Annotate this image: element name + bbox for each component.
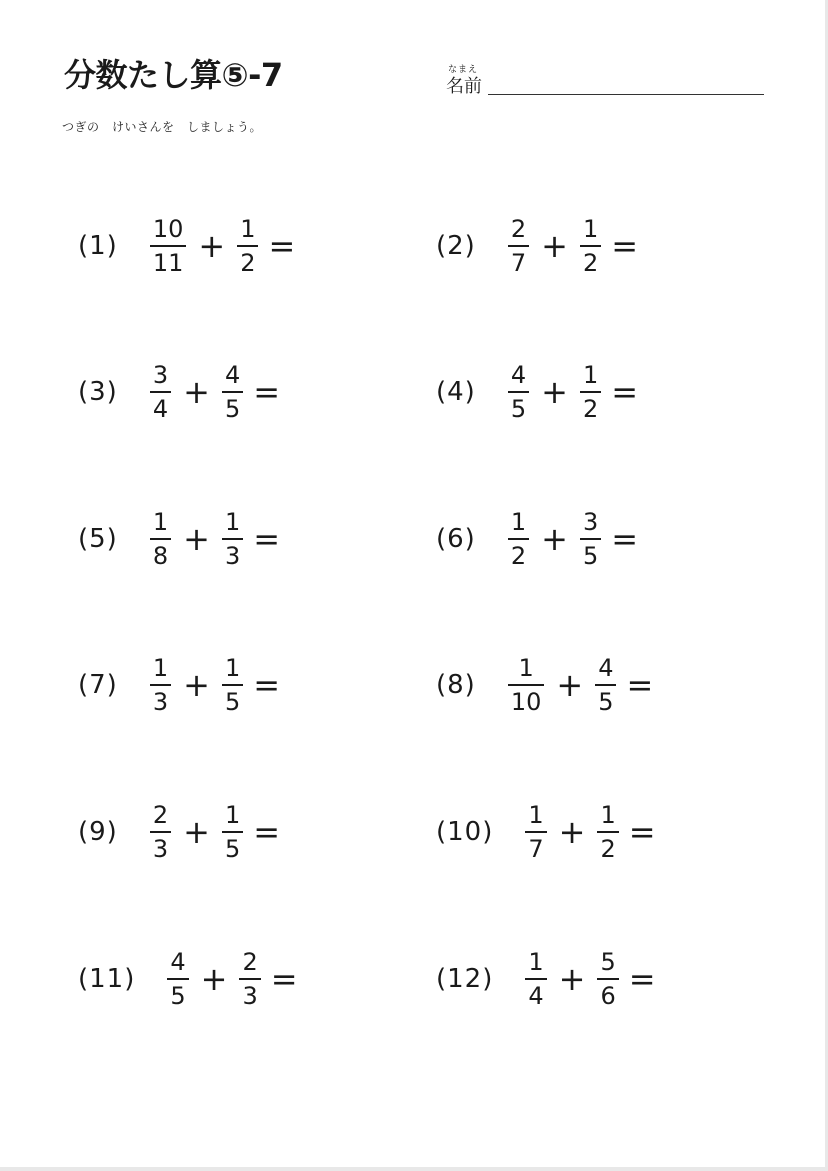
denominator: 2	[582, 395, 599, 423]
fraction-first	[150, 803, 171, 861]
fraction-first	[150, 217, 187, 275]
denominator: 5	[510, 395, 527, 423]
equals-sign: =	[253, 666, 281, 704]
fraction-second	[222, 803, 243, 861]
denominator: 10	[510, 688, 542, 716]
numerator: 2	[152, 801, 169, 829]
problem-11	[78, 949, 298, 1009]
plus-sign: +	[183, 813, 210, 851]
problem-number: (6)	[436, 524, 476, 554]
fraction-second	[580, 510, 601, 568]
numerator: 1	[240, 215, 256, 243]
denominator: 3	[152, 688, 169, 716]
problem-number: (7)	[78, 670, 118, 700]
problem-number: (10)	[436, 817, 494, 847]
worksheet-title: 分数たし算⑤-7	[64, 56, 283, 94]
fraction-first	[508, 363, 529, 421]
fraction-first	[167, 950, 188, 1008]
problem-number: (12)	[436, 964, 494, 994]
denominator: 5	[170, 982, 186, 1010]
page-edge-bottom	[0, 1167, 828, 1171]
plus-sign: +	[556, 666, 584, 704]
fraction-first	[150, 656, 171, 714]
plus-sign: +	[200, 960, 228, 998]
plus-sign: +	[198, 227, 226, 265]
problem-number: (3)	[78, 377, 118, 407]
numerator: 1	[528, 948, 544, 976]
equals-sign: =	[611, 373, 639, 411]
fraction-first	[150, 510, 171, 568]
problem-number: (11)	[78, 964, 136, 994]
denominator: 2	[600, 835, 616, 863]
denominator: 7	[528, 835, 544, 863]
problem-5	[78, 509, 280, 569]
denominator: 3	[152, 835, 169, 863]
fraction-first	[508, 656, 545, 714]
numerator: 1	[152, 508, 169, 536]
fraction-first	[525, 950, 546, 1008]
problem-3	[78, 362, 280, 422]
problem-12	[436, 949, 656, 1009]
plus-sign: +	[541, 227, 568, 265]
fraction-first	[508, 510, 529, 568]
denominator: 5	[582, 542, 599, 570]
name-ruby: なまえ	[448, 65, 479, 75]
denominator: 7	[510, 249, 527, 277]
problem-number: (2)	[436, 231, 476, 261]
plus-sign: +	[558, 960, 586, 998]
problem-number: (5)	[78, 524, 118, 554]
equals-sign: =	[270, 960, 298, 998]
equals-sign: =	[626, 666, 654, 704]
fraction-first	[525, 803, 546, 861]
problem-10	[436, 802, 656, 862]
equals-sign: =	[611, 227, 639, 265]
denominator: 11	[152, 249, 184, 277]
fraction-second	[222, 510, 243, 568]
denominator: 3	[242, 982, 258, 1010]
denominator: 4	[152, 395, 169, 423]
problem-8	[436, 655, 653, 715]
problem-9	[78, 802, 280, 862]
problem-number: (4)	[436, 377, 476, 407]
numerator: 1	[224, 508, 241, 536]
numerator: 1	[582, 215, 599, 243]
fraction-second	[222, 656, 243, 714]
numerator: 10	[152, 215, 184, 243]
fraction-second	[595, 656, 616, 714]
numerator: 4	[170, 948, 186, 976]
numerator: 4	[598, 654, 614, 682]
numerator: 5	[600, 948, 616, 976]
denominator: 6	[600, 982, 616, 1010]
denominator: 2	[240, 249, 256, 277]
numerator: 4	[224, 361, 241, 389]
plus-sign: +	[558, 813, 586, 851]
plus-sign: +	[541, 520, 568, 558]
denominator: 2	[510, 542, 527, 570]
fraction-first	[150, 363, 171, 421]
numerator: 3	[152, 361, 169, 389]
denominator: 8	[152, 542, 169, 570]
problem-1	[78, 216, 295, 276]
fraction-second	[580, 217, 601, 275]
fraction-second	[237, 217, 258, 275]
problem-6	[436, 509, 638, 569]
plus-sign: +	[183, 666, 210, 704]
name-write-line[interactable]	[488, 94, 764, 95]
numerator: 4	[510, 361, 527, 389]
equals-sign: =	[253, 520, 281, 558]
name-label: 名前	[446, 76, 482, 97]
fraction-second	[597, 803, 618, 861]
numerator: 1	[518, 654, 534, 682]
numerator: 1	[528, 801, 544, 829]
problem-4	[436, 362, 638, 422]
denominator: 5	[224, 395, 241, 423]
numerator: 2	[242, 948, 258, 976]
plus-sign: +	[541, 373, 568, 411]
denominator: 4	[528, 982, 544, 1010]
fraction-second	[239, 950, 260, 1008]
problem-2	[436, 216, 638, 276]
equals-sign: =	[268, 227, 296, 265]
problem-number: (1)	[78, 231, 118, 261]
denominator: 3	[224, 542, 241, 570]
instruction-text: つぎの けいさんを しましょう。	[62, 120, 263, 134]
plus-sign: +	[183, 373, 210, 411]
equals-sign: =	[628, 960, 656, 998]
denominator: 5	[224, 688, 241, 716]
fraction-second	[222, 363, 243, 421]
fraction-first	[508, 217, 529, 275]
numerator: 1	[152, 654, 169, 682]
numerator: 1	[582, 361, 599, 389]
numerator: 1	[224, 801, 241, 829]
denominator: 5	[224, 835, 241, 863]
numerator: 2	[510, 215, 527, 243]
equals-sign: =	[611, 520, 639, 558]
numerator: 1	[510, 508, 527, 536]
equals-sign: =	[253, 813, 281, 851]
plus-sign: +	[183, 520, 210, 558]
denominator: 5	[598, 688, 614, 716]
fraction-second	[597, 950, 618, 1008]
numerator: 1	[600, 801, 616, 829]
numerator: 1	[224, 654, 241, 682]
denominator: 2	[582, 249, 599, 277]
problem-number: (8)	[436, 670, 476, 700]
equals-sign: =	[628, 813, 656, 851]
problem-number: (9)	[78, 817, 118, 847]
problem-7	[78, 655, 280, 715]
name-area	[446, 62, 766, 98]
fraction-second	[580, 363, 601, 421]
numerator: 3	[582, 508, 599, 536]
equals-sign: =	[253, 373, 281, 411]
